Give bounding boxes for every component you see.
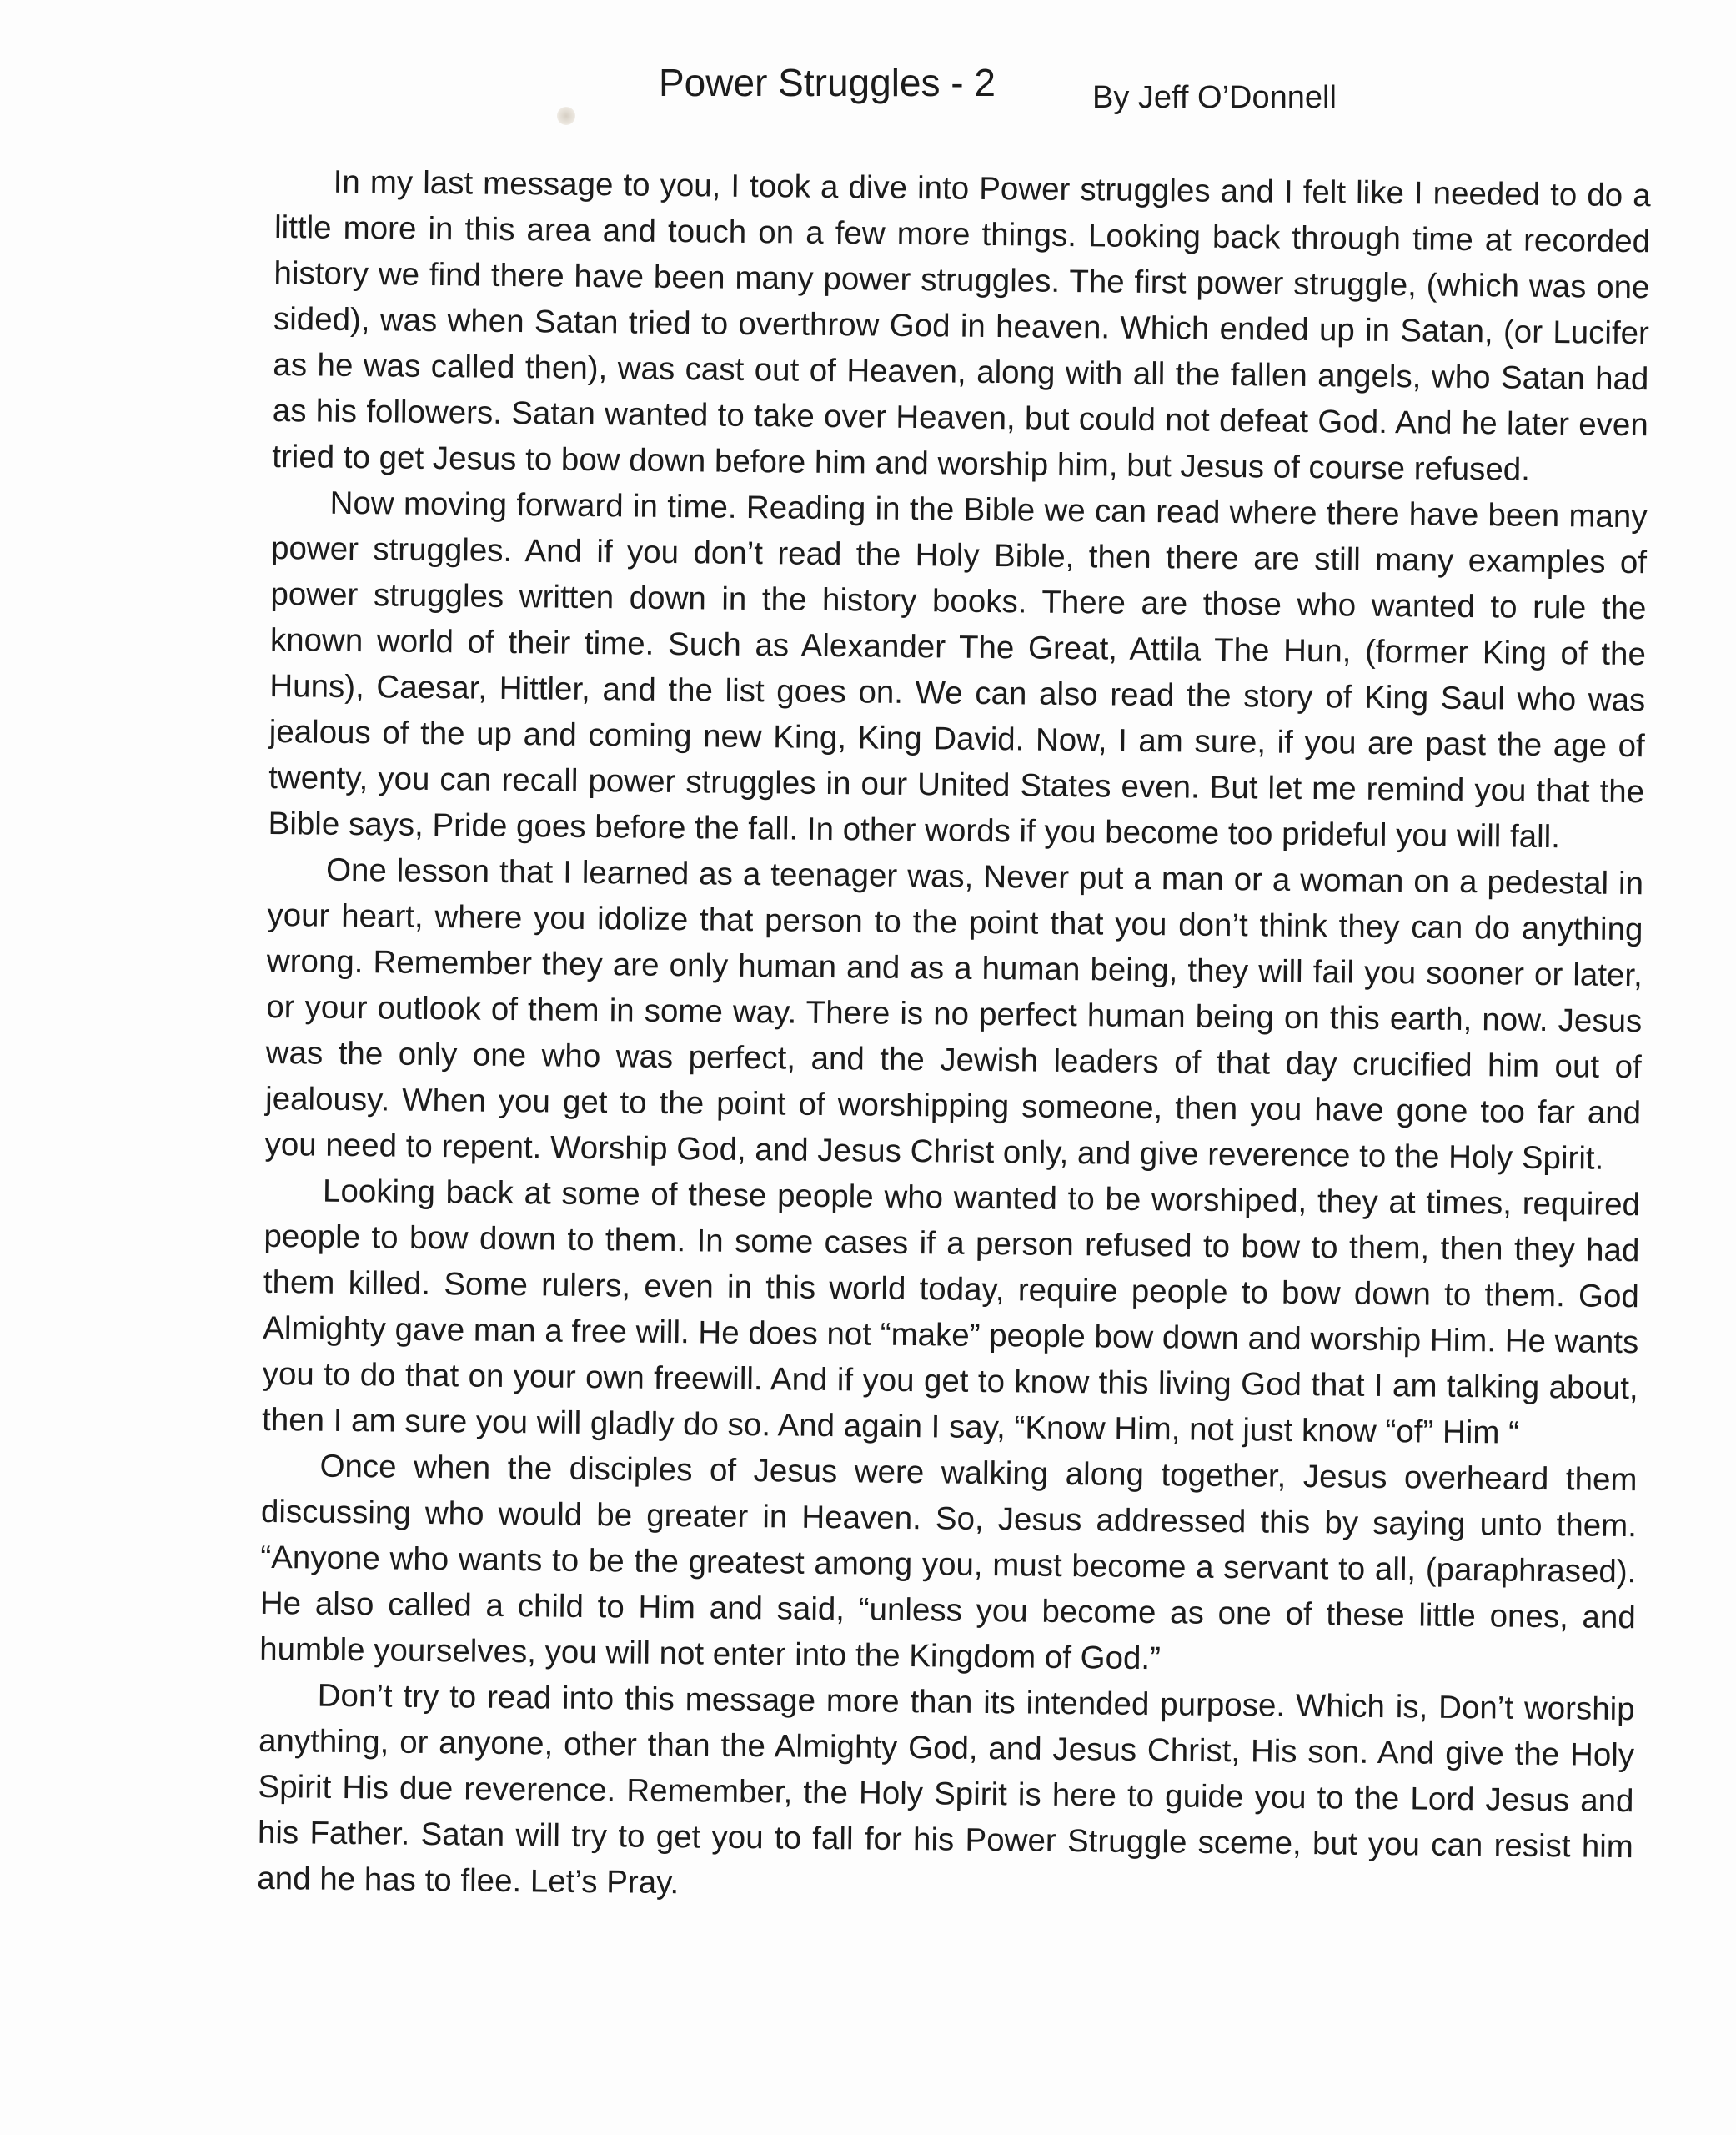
paragraph-3: One lesson that I learned as a teenager was, Never put a man or a woman on a pedestal in your heart, where you idolize that person to the point that you don’t think they can do anything wrong. Remember they are only human and as a human being, they will fail you sooner or later, or your outlook of them in some way. There is no perfect human being on this earth, now. Jesus was the only one who was perfect, and the Jewish leaders of that day crucified him out of jealousy. When you get to the point of worshipping someone, then you have gone too far and you need to repent. Worship God, and Jesus Christ only, and give reverence to the Holy Spirit.	[264, 851, 1644, 1177]
message-body	[257, 158, 1651, 1916]
author-byline: By Jeff O’Donnell	[1092, 80, 1337, 115]
paragraph-4: Looking back at some of these people who wanted to be worshiped, they at times, required people to bow down to them. In some cases if a person refused to bow to them, then they had them killed. Some rulers, even in this world today, require people to bow down to them. God Almighty gave man a free will. He does not “make” people bow down and worship Him. He wants you to do that on your own freewill. And if you get to know this living God that I am talking about, then I am sure you will gladly do so. And again I say, “Know Him, not just know “of” Him “	[261, 1173, 1641, 1451]
page-header	[659, 60, 1493, 127]
paragraph-5: Once when the disciples of Jesus were walking along together, Jesus overheard them discussing who would be greater in Heaven. So, Jesus addressed this by saying unto them. “Anyone who wants to be the greatest among you, must become a servant to all, (paraphrased). He also called a child to Him and said, “unless you become as one of these little ones, and humble yourselves, you will not enter into the Kingdom of God.”	[259, 1448, 1638, 1677]
paragraph-6: Don’t try to read into this message more than its intended purpose. Which is, Don’t worship anything, or anyone, other than the Almighty God, and Jesus Christ, His son. And give the Holy Spirit His due reverence. Remember, the Holy Spirit is here to guide you to the Lord Jesus and his Father. Satan will try to get you to fall for his Power Struggle sceme, but you can resist him and he has to flee. Let’s Pray.	[257, 1677, 1635, 1901]
page-title: Power Struggles - 2	[659, 61, 996, 104]
paragraph-1: In my last message to you, I took a dive into Power struggles and I felt like I needed to do a little more in this area and touch on a few more things. Looking back through time at recorded history we find there have been many power struggles. The first power struggle, (which was one sided), was when Satan tried to overthrow God in heaven. Which ended up in Satan, (or Lucifer as he was called then), was cast out of Heaven, along with all the fallen angels, who Satan had as his followers. Satan wanted to take over Heaven, but could not defeat God. And he later even tried to get Jesus to bow down before him and worship him, but Jesus of course refused.	[272, 163, 1651, 488]
paragraph-2: Now moving forward in time. Reading in the Bible we can read where there have been many power struggles. And if you don’t read the Holy Bible, then there are still many examples of power struggles written down in the history books. There are those who wanted to rule the known world of their time. Such as Alexander The Great, Attila The Hun, (former King of the Huns), Caesar, Hittler, and the list goes on. We can also read the story of King Saul who was jealous of the up and coming new King, King David. Now, I am sure, if you are past the age of twenty, you can recall power struggles in our United States even. But let me remind you that the Bible says, Pride goes before the fall. In other words if you become too prideful you will fall.	[268, 485, 1648, 856]
scan-speck-mark	[557, 107, 575, 125]
